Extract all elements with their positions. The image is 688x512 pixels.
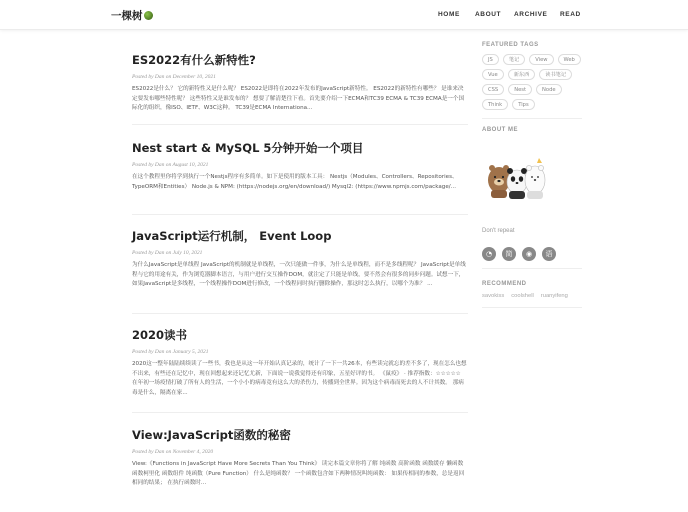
tag-link[interactable]: Nest <box>508 84 532 95</box>
rss-icon[interactable]: ◔ <box>482 247 496 261</box>
post-excerpt[interactable]: 在这个教程里你将学到执行一个Nestjs程序有多简单。如下是使用的版本工具： Nestjs（Modules、Controllers、Repositories、TypeORM和Entities） Node.js & NPM: (https://nodejs.org/en/download/) Mysql2: (https://www.npmjs.com/package/... <box>132 174 458 190</box>
post-item <box>132 52 468 114</box>
post-item <box>132 140 468 192</box>
bears-avatar-image <box>482 150 552 205</box>
tag-cloud <box>482 54 582 110</box>
nav-read[interactable]: READ <box>560 11 581 18</box>
post-divider <box>132 124 468 125</box>
yuque-icon[interactable]: 语 <box>542 247 556 261</box>
tag-link[interactable]: 笔记 <box>503 54 525 65</box>
featured-tags-section <box>482 42 582 119</box>
sidebar-divider <box>482 118 582 119</box>
avatar <box>482 150 552 205</box>
nav-archive[interactable]: ARCHIVE <box>514 11 548 18</box>
post-title[interactable]: View:JavaScript函数的秘密 <box>132 428 291 442</box>
post-title[interactable]: 2020读书 <box>132 328 188 342</box>
tag-link[interactable]: Vue <box>482 69 504 80</box>
post-title[interactable]: Nest start & MySQL 5分钟开始一个项目 <box>132 141 364 155</box>
brand-name[interactable]: 一棵树 <box>111 10 143 22</box>
about-tagline: Don't repeat <box>482 228 515 234</box>
recommend-list <box>482 293 582 299</box>
featured-tags-heading: FEATURED TAGS <box>482 42 539 48</box>
recommend-link[interactable]: coolshell <box>511 293 534 299</box>
site-brand[interactable] <box>111 8 153 23</box>
post-title[interactable]: JavaScript运行机制， Event Loop <box>132 229 332 243</box>
tree-icon <box>144 11 153 20</box>
tag-link[interactable]: JS <box>482 54 499 65</box>
tag-link[interactable]: CSS <box>482 84 504 95</box>
jianshu-icon[interactable]: 简 <box>502 247 516 261</box>
nav-home[interactable]: HOME <box>438 11 460 18</box>
post-excerpt[interactable]: ES2022是什么？ 它的新特性又是什么呢？ ES2022是即将在2022年发布的JavaScript新特性。 ES2022的新特性有哪些？ 是谁来决定要发布哪些特性呢？ 这些特性又是谁发布的？ 想要了解清楚往下看。首先要介绍一下ECMA和TC39 ECMA & TC39 ECMA是一个国际化的组织，像ISO、IETF、W3C这种。 TC39是ECMA Internationa... <box>132 86 465 112</box>
post-title[interactable]: ES2022有什么新特性? <box>132 53 256 67</box>
recommend-link[interactable]: savokiss <box>482 293 505 299</box>
post-item <box>132 427 468 489</box>
sidebar-divider <box>482 307 582 308</box>
post-item <box>132 327 468 398</box>
post-meta: Posted by Dan on November 4, 2020 <box>132 449 214 455</box>
recommend-link[interactable]: ruanyifeng <box>540 293 568 299</box>
top-navbar <box>0 0 688 30</box>
post-divider <box>132 313 468 314</box>
nav-about[interactable]: ABOUT <box>475 11 502 18</box>
about-me-heading: ABOUT ME <box>482 127 518 133</box>
about-me-section <box>482 127 582 133</box>
tag-link[interactable]: View <box>529 54 553 65</box>
post-divider <box>132 412 468 413</box>
sidebar-divider <box>482 268 582 269</box>
recommend-section <box>482 281 582 308</box>
post-meta: Posted by Dan on December 10, 2021 <box>132 74 216 80</box>
post-meta: Posted by Dan on January 5, 2021 <box>132 349 209 355</box>
tag-link[interactable]: Think <box>482 99 508 110</box>
sidebar-divider-wrap <box>482 268 582 269</box>
social-links <box>482 247 556 261</box>
tag-link[interactable]: Web <box>558 54 581 65</box>
post-divider <box>132 214 468 215</box>
recommend-heading: RECOMMEND <box>482 281 527 287</box>
post-item <box>132 228 468 290</box>
post-excerpt[interactable]: View:《Functions in JavaScript Have More Secrets Than You Think》 读完本篇文章你将了解 纯函数 高阶函数 函数缓存 懒函数 函数柯里化 函数组件 纯函数（Pure Function） 什么是纯函数？ 一个函数包含如下两种情况叫纯函数： 如果传相同的参数，总是返回相同的结果； 在执行函数时... <box>132 461 465 487</box>
tag-link[interactable]: Tips <box>512 99 534 110</box>
post-meta: Posted by Dan on July 10, 2021 <box>132 250 203 256</box>
tag-link[interactable]: 读书笔记 <box>539 69 572 80</box>
tag-link[interactable]: 新东西 <box>508 69 536 80</box>
tag-link[interactable]: Node <box>536 84 562 95</box>
github-icon[interactable]: ◉ <box>522 247 536 261</box>
post-meta: Posted by Dan on August 10, 2021 <box>132 162 209 168</box>
post-excerpt[interactable]: 2020这一整年陆陆续续读了一些书，我也是从这一年开始认真记录的，统计了一下一共26本，有些读完就忘的差不多了，现在怎么也想不出来，有些还在记忆中，现在回想起来还记忆尤新，下面说一说我觉得还有印象，五星好评的书。 《鼠疫》 · 推荐指数：☆☆☆☆☆ 在年初一场疫情打破了所有人的生活，一个小小的病毒竟有这么大的杀伤力，传播到全世界。因为这个病毒而死去的人不计其数。 那病毒是什么，隔离在家... <box>132 361 467 396</box>
post-excerpt[interactable]: 为什么JavaScript是单线程 JavaScript的机制就是单线程，一次只能做一件事，为什么是单线程，而不是多线程呢？ JavaScript是单线程与它的用途有关，作为浏览器脚本语言，与用户进行交互操作DOM，就注定了只能是单线，要不然会有很多的同步问题。试想一下，如果JavaScript是多线程，一个线程操作DOM进行修改，一个线程同时执行删除操作，那这时怎么执行，以哪个为准？ ... <box>132 262 466 288</box>
